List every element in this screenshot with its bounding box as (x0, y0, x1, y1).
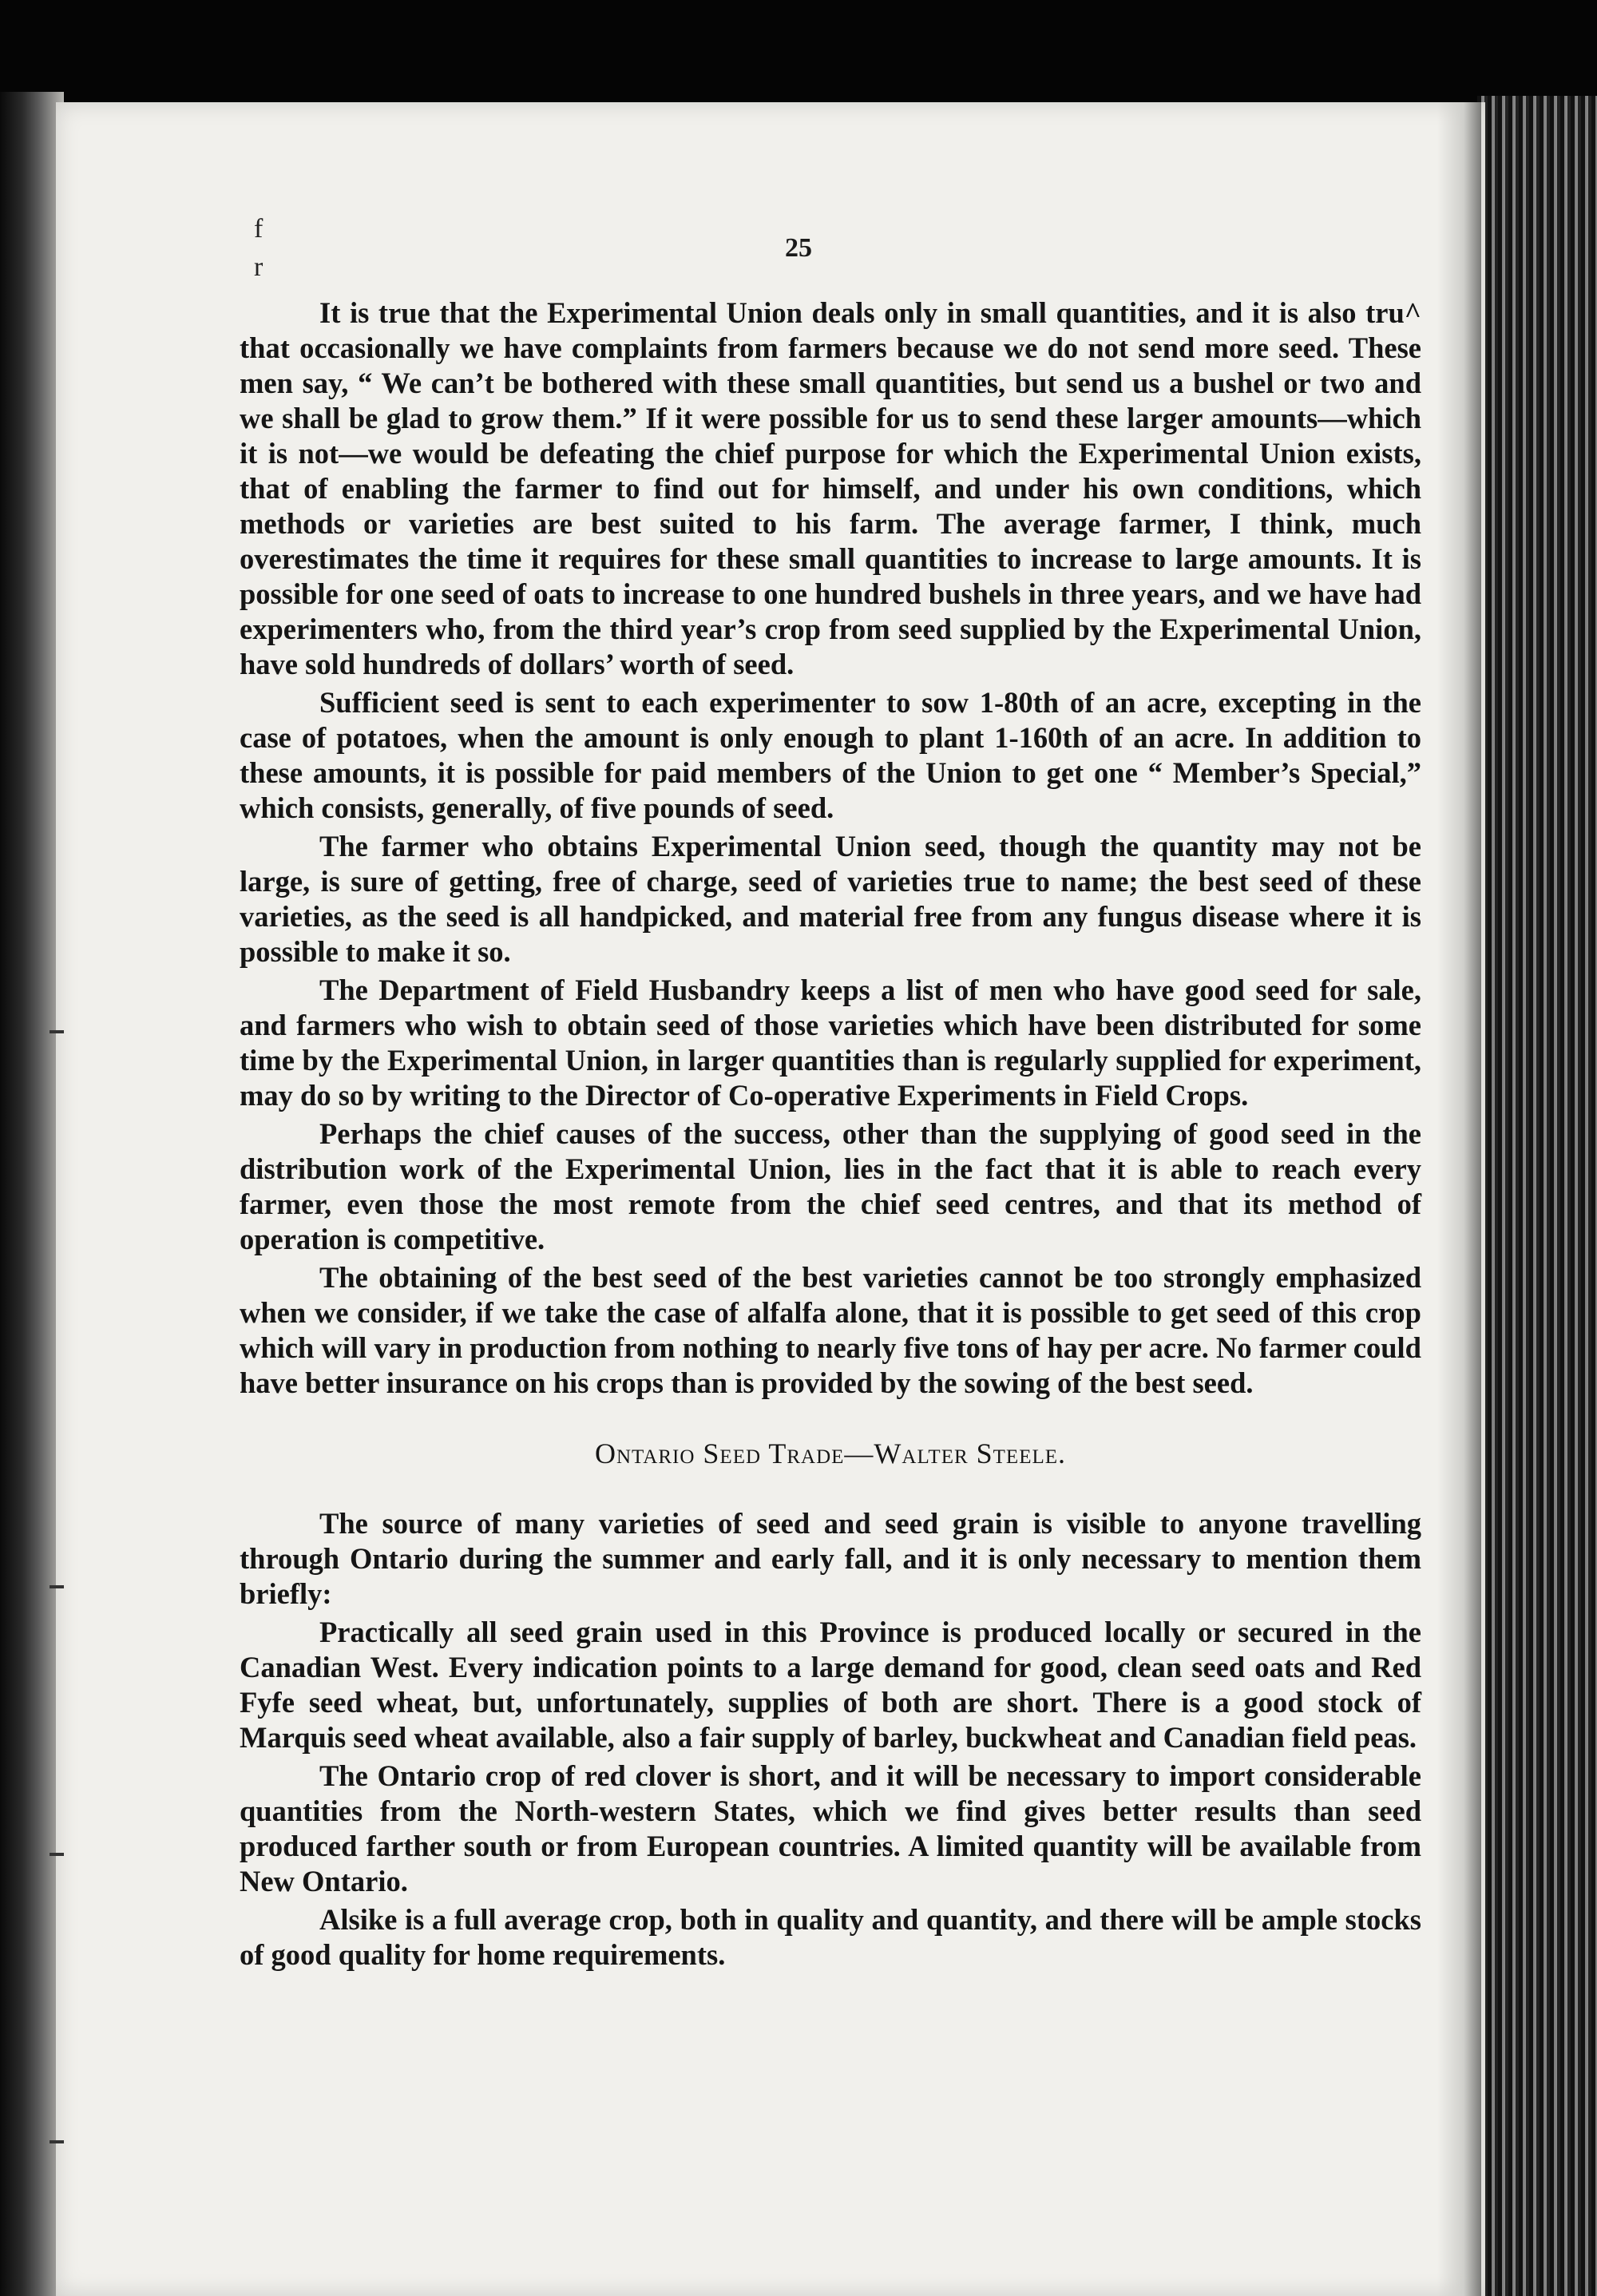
margin-mark: r (254, 252, 264, 282)
paragraph: The Ontario crop of red clover is short, and it will be necessary to import considerable quantities from the North-western States, which we find gives better results than seed produced farther south or from European countries. A limited quantity will be available from New Ontario. (240, 1759, 1421, 1897)
page-number: 25 (785, 233, 812, 263)
paragraph: The obtaining of the best seed of the best varieties cannot be too strongly emphasized when we consider, if we take the case of alfalfa alone, that it is possible to get seed of this crop which will vary in production from nothing to nearly five tons of hay per acre. No farmer could have better insurance on his crops than is provided by the sowing of the best seed. (240, 1261, 1421, 1399)
paragraph: The Department of Field Husbandry keeps a list of men who have good seed for sale, and farmers who wish to obtain seed of those varieties which have been distributed for some time by the Experimental Union, in larger quantities than is regularly supplied for experiment, may do so by writing to the Director of Co-operative Experiments in Field Crops. (240, 974, 1421, 1112)
paragraph: Practically all seed grain used in this Province is produced locally or secured in the Canadian West. Every indication points to a large demand for good, clean seed oats and Red Fyfe seed wheat, but, unfortunately, supplies of both are short. There is a good stock of Marquis seed wheat available, also a fair supply of barley, buckwheat and Canadian field peas. (240, 1616, 1421, 1754)
paragraph: Sufficient seed is sent to each experimenter to sow 1-80th of an acre, excepting in the case of potatoes, when the amount is only enough to plant 1-160th of an acre. In addition to these amounts, it is possible for paid members of the Union to get one “ Member’s Special,” which consists, generally, of five pounds of seed. (240, 686, 1421, 824)
page-fold-shadow (1437, 102, 1481, 2296)
margin-mark: f (254, 214, 264, 244)
paragraph: Perhaps the chief causes of the success, other than the supplying of good seed in the distribution work of the Experimental Union, lies in the fact that it is able to reach every farmer, even those the most remote from the chief seed centres, and that its method of operation is competitive. (240, 1117, 1421, 1255)
section-heading: Ontario Seed Trade—Walter Steele. (594, 1437, 1067, 1469)
paragraph: It is true that the Experimental Union deals only in small quantities, and it is also tru^ that occasionally we have complaints from farmers because we do not send more seed. These men say, “ We can’t be bothered with these small quantities, but send us a bushel or two and we shall be glad to grow them.” If it were possible for us to send these larger amounts—which it is not—we would be defeating the chief purpose for which the Experimental Union exists, that of enabling the farmer to find out for himself, and under his own conditions, which methods or varieties are best suited to his farm. The average farmer, I think, much overestimates the time it requires for these small quantities to increase to large amounts. It is possible for one seed of oats to increase to one hundred bushels in three years, and we have had experimenters who, from the third year’s crop from seed supplied by the Experimental Union, have sold hundreds of dollars’ worth of seed. (240, 296, 1421, 680)
paragraph: The source of many varieties of seed and seed grain is visible to anyone travelling through Ontario during the summer and early fall, and it is only necessary to mention them briefly: (240, 1507, 1421, 1610)
book-spine (0, 92, 64, 2296)
section-body (240, 1506, 1421, 1973)
page-text (240, 295, 1421, 1973)
margin-tick (50, 1853, 64, 1856)
paragraph: The farmer who obtains Experimental Union seed, though the quantity may not be large, is sure of getting, free of charge, seed of varieties true to name; the best seed of these varieties, as the seed is all handpicked, and material free from any fungus disease where it is possible to make it so. (240, 830, 1421, 968)
margin-tick (50, 1585, 64, 1588)
margin-tick (50, 2140, 64, 2143)
page-edges (1477, 96, 1597, 2296)
paragraph: Alsike is a full average crop, both in quality and quantity, and there will be ample stocks of good quality for home requirements. (240, 1903, 1421, 1971)
margin-tick (50, 1030, 64, 1033)
